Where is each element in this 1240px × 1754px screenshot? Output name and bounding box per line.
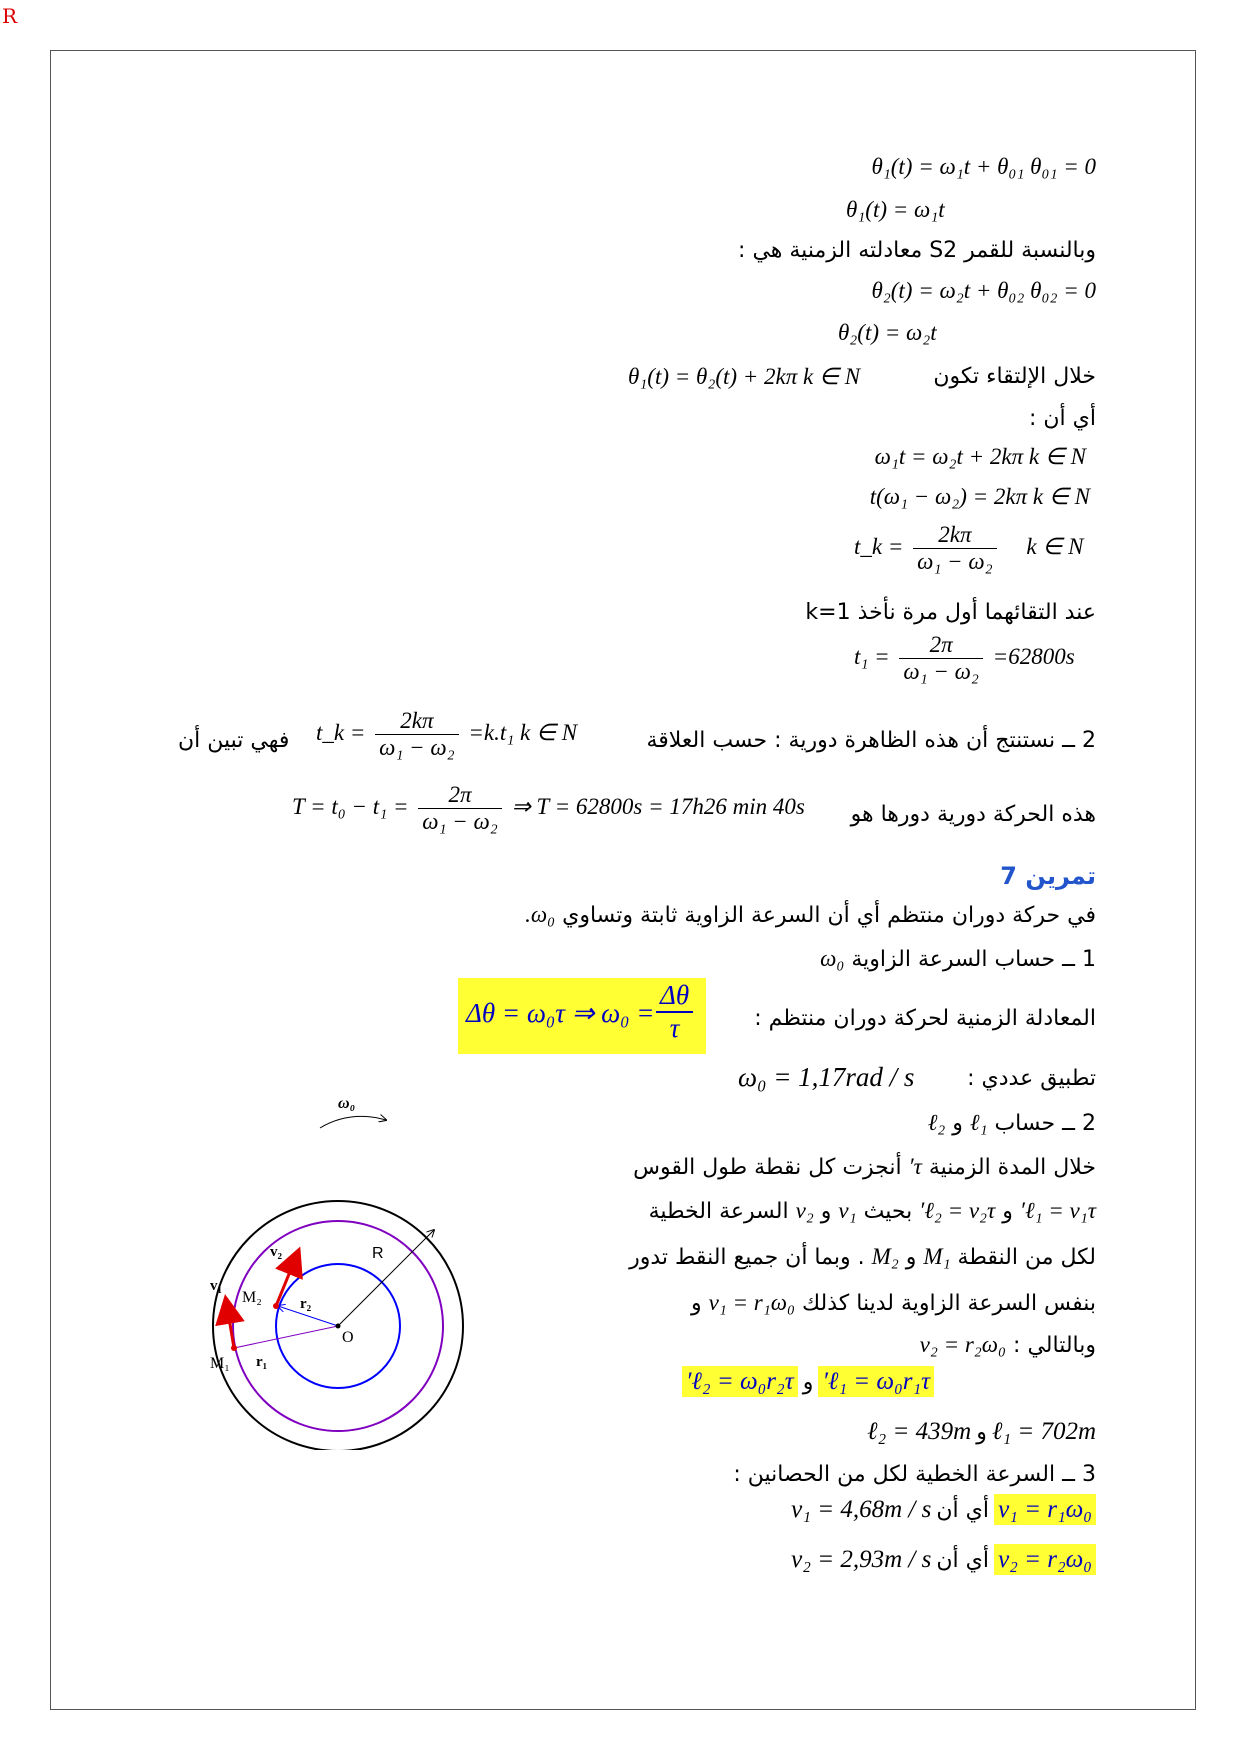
v2-text: أي أن [936, 1548, 989, 1573]
v1-text: أي أن [936, 1498, 989, 1523]
radius-R-line [338, 1230, 434, 1326]
M2-label: M₂ [242, 1289, 262, 1306]
q2-text: 2 ــ حساب [994, 1111, 1096, 1136]
exercise7-intro [525, 902, 1096, 928]
num-eq2: ℓ₂ = 439m [867, 1418, 972, 1445]
center-point [336, 1324, 341, 1329]
num-eq1: ℓ₁ = 702m [991, 1418, 1096, 1445]
arc-and-2: و [820, 1199, 832, 1224]
eq-t1-right: =62800s [992, 643, 1075, 669]
omega-label: ω₀ [338, 1095, 356, 1112]
eq-periodic-left: t_k = [316, 719, 366, 745]
point-m1: M₁ [923, 1244, 951, 1269]
eq-T-num: 2π [418, 782, 502, 809]
points-line [629, 1244, 1096, 1270]
v1-val: v₁ = 4,68m / s [791, 1496, 932, 1523]
eq-theta1-b: θ₁(t) = ω₁t [846, 197, 945, 222]
same-text: بنفس السرعة الزاوية لدينا كذلك [801, 1291, 1096, 1316]
num-and: و [976, 1420, 987, 1445]
text-periodic-a: 2 ــ نستنتج أن هذه الظاهرة دورية : حسب العلاقة [646, 728, 1096, 753]
q1-text: 1 ــ حساب السرعة الزاوية [851, 947, 1096, 972]
eq-T [292, 782, 805, 835]
text-ie: أي أن : [1029, 406, 1096, 431]
eq-periodic-fraction [375, 708, 459, 761]
exercise7-title: تمرين 7 [1000, 862, 1096, 890]
same-eq: v₁ = r₁ω₀ [708, 1290, 795, 1315]
eq-t1-num: 2π [899, 632, 983, 659]
result-line [682, 1368, 934, 1396]
O-label: O [342, 1329, 354, 1346]
v2-eq: v₂ = r₂ω₀ [994, 1544, 1096, 1575]
numeric-line [867, 1418, 1096, 1446]
law-fraction [656, 980, 693, 1044]
v1-eq: v₁ = r₁ω₀ [994, 1494, 1096, 1525]
eq-t1-den: ω₁ − ω₂ [903, 659, 979, 684]
res-eq2: ℓ₂ = ω₀r₂τ′ [682, 1366, 798, 1397]
v2-label: v₂ [270, 1244, 282, 1260]
eq-step1: ω₁t = ω₂t + 2kπ k ∈ N [874, 444, 1086, 469]
q2-sym2: ℓ₂ [927, 1110, 946, 1135]
v2-val: v₂ = 2,93m / s [791, 1546, 932, 1573]
rotation-arrow [320, 1116, 386, 1128]
q2-sym1: ℓ₁ [969, 1110, 988, 1135]
same-line [691, 1290, 1096, 1316]
q1-sym: ω₀ [820, 946, 845, 971]
q2-and: و [952, 1111, 963, 1136]
q1-line [820, 946, 1096, 972]
during-sym: τ′ [908, 1154, 922, 1179]
eq-theta1-a: θ₁(t) = ω₁t + θ₀₁ θ₀₁ = 0 [871, 154, 1096, 179]
points-text: لكل من النقطة [957, 1245, 1096, 1270]
text-meet: خلال الإلتقاء تكون [933, 364, 1096, 389]
eq-T-den: ω₁ − ω₂ [422, 809, 498, 834]
therefore-text: وبالتالي : [1013, 1333, 1096, 1358]
arc-v2: v₂ [795, 1198, 814, 1223]
intro-sym: ω₀. [525, 902, 556, 927]
arc-eq1: ℓ₁ = v₁τ′ [1019, 1198, 1096, 1223]
eq-t1-fraction [899, 632, 983, 685]
v1-line [791, 1496, 1096, 1524]
eq-t1-left: t₁ = [854, 643, 890, 669]
merry-go-round-figure [190, 1090, 480, 1450]
eq-tk-left: t_k = [854, 533, 904, 559]
during-text: خلال المدة الزمنية [928, 1155, 1096, 1180]
points-and: و [905, 1245, 917, 1270]
arc-text: بحيث [863, 1199, 913, 1224]
corner-mark: R [2, 4, 18, 28]
eq-theta2-b: θ₂(t) = ω₂t [838, 320, 937, 345]
q2-line [928, 1110, 1096, 1136]
q3-text: 3 ــ السرعة الخطية لكل من الحصانين : [733, 1462, 1096, 1487]
law-den: τ [669, 1013, 680, 1043]
text-s2: وبالنسبة للقمر S2 معادلته الزمنية هي : [738, 238, 1096, 263]
eq-periodic-num: 2kπ [375, 708, 459, 735]
arc-v1: v₁ [838, 1198, 857, 1223]
arc-eq2: ℓ₂ = v₂τ′ [919, 1198, 996, 1223]
app-eq: ω₀ = 1,17rad / s [738, 1062, 915, 1092]
app-text: تطبيق عددي : [967, 1066, 1096, 1091]
eq-tk [854, 522, 1083, 575]
R-label: R [372, 1245, 384, 1262]
radius-r1-line [234, 1326, 338, 1348]
res-and: و [802, 1370, 814, 1395]
eq-periodic [316, 708, 577, 761]
arc-and: و [1002, 1199, 1013, 1224]
arc-line [649, 1198, 1096, 1224]
v2-line [791, 1546, 1096, 1574]
eq-tk-den: ω₁ − ω₂ [917, 549, 993, 574]
eq-T-right: ⇒ T = 62800s = 17h26 min 40s [511, 793, 805, 819]
r2-label: r₂ [300, 1296, 312, 1312]
law-eq: Δθ = ω₀τ ⇒ ω₀ = [466, 998, 655, 1028]
text-period: هذه الحركة دورية دورها هو [850, 802, 1096, 827]
eq-periodic-den: ω₁ − ω₂ [379, 735, 455, 760]
eq-T-fraction [418, 782, 502, 835]
during-line [633, 1154, 1096, 1180]
points-end: . وبما أن جميع النقط تدور [629, 1245, 865, 1270]
eq-step2: t(ω₁ − ω₂) = 2kπ k ∈ N [869, 484, 1090, 509]
eq-periodic-right: =k.t₁ k ∈ N [468, 719, 578, 745]
eq-T-left: T = t₀ − t₁ = [292, 793, 409, 819]
eq-t1 [854, 632, 1075, 685]
v2-vector [276, 1252, 298, 1306]
M1-label: M₁ [210, 1355, 230, 1372]
point-m2: M₂ [871, 1244, 899, 1269]
eq-tk-fraction [913, 522, 997, 575]
intro-text: في حركة دوران منتظم أي أن السرعة الزاوية ثابتة وتساوي [562, 903, 1096, 928]
same-and: و [690, 1291, 702, 1316]
therefore-line [920, 1332, 1096, 1358]
eq-tk-right: k ∈ N [1026, 533, 1084, 559]
res-eq1: ℓ₁ = ω₀r₁τ′ [818, 1366, 934, 1397]
eq-meet: θ₁(t) = θ₂(t) + 2kπ k ∈ N [628, 364, 861, 389]
text-periodic-b: فهي تبين أن [178, 728, 290, 753]
v1-label: v₁ [210, 1278, 222, 1294]
r1-label: r₁ [256, 1354, 268, 1370]
eq-tk-num: 2kπ [913, 522, 997, 549]
law-box [458, 978, 706, 1054]
therefore-eq: v₂ = r₂ω₀ [919, 1332, 1007, 1357]
during-end: أنجزت كل نقطة طول القوس [633, 1155, 902, 1180]
law-text: المعادلة الزمنية لحركة دوران منتظم : [754, 1006, 1096, 1031]
arc-speed: السرعة الخطية [648, 1199, 789, 1224]
text-first: عند التقائهما أول مرة نأخذ k=1 [805, 600, 1096, 625]
law-num: Δθ [656, 980, 693, 1013]
eq-theta2-a: θ₂(t) = ω₂t + θ₀₂ θ₀₂ = 0 [871, 278, 1096, 303]
